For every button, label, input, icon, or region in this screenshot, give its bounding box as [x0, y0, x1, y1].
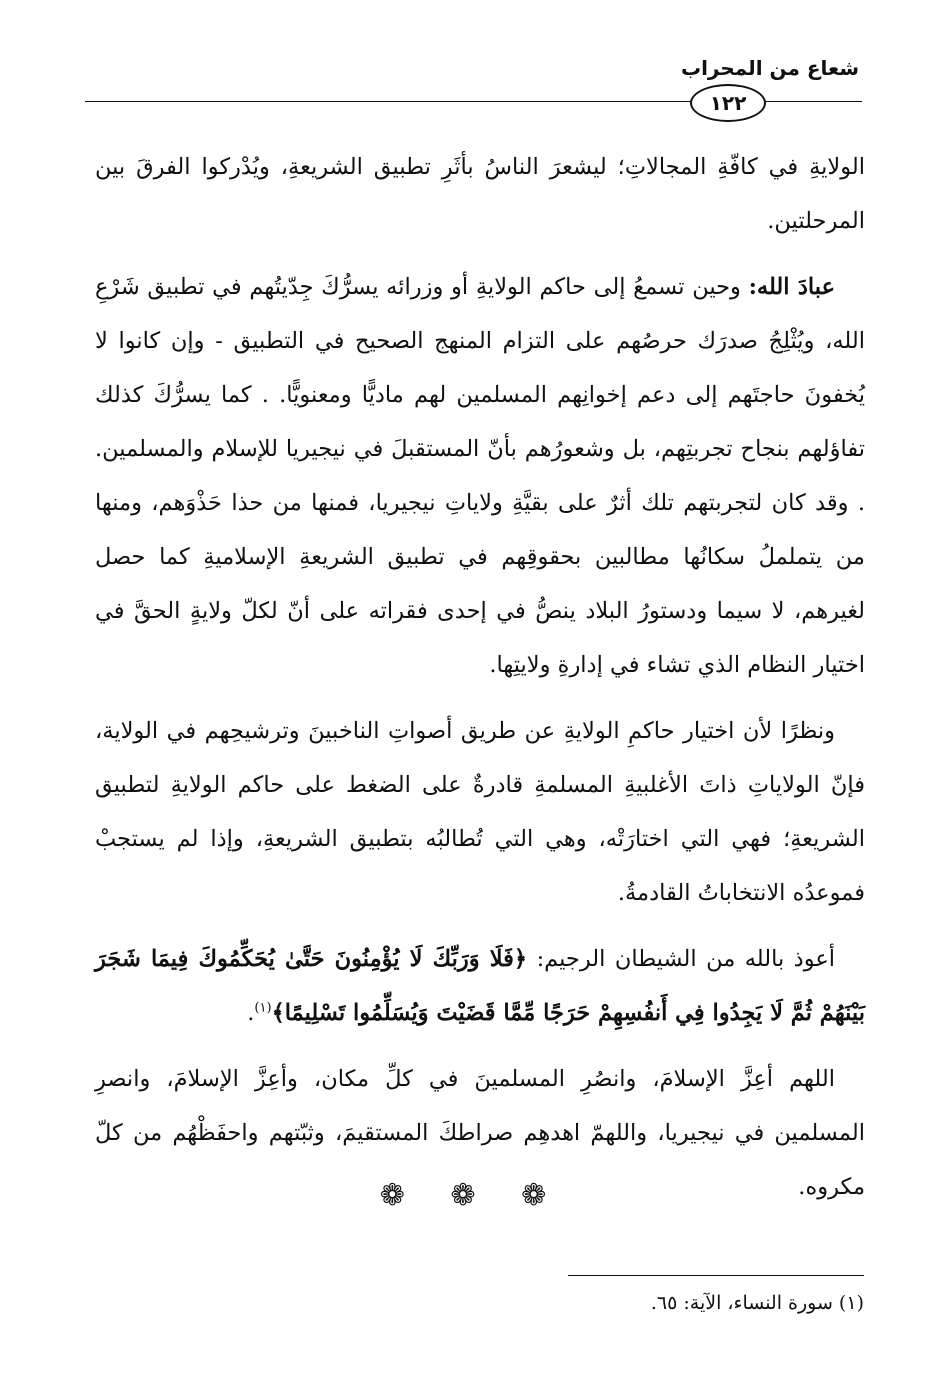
footnote-rule — [568, 1275, 864, 1276]
paragraph-continuation: الولايةِ في كافّةِ المجالاتِ؛ ليشعرَ الناسُ بأثَرِ تطبيق الشريعةِ، ويُدْركوا الفرقَ بين المرحلتين. — [95, 154, 865, 234]
body-text — [95, 140, 865, 1226]
paragraph-quran-citation — [95, 932, 865, 1040]
section-ornament: ❁ ❁ ❁ — [379, 1178, 565, 1213]
running-title: شعاع من المحراب — [680, 56, 859, 80]
paragraph-dua: اللهم أعِزَّ الإسلامَ، وانصُرِ المسلمينَ في كلِّ مكان، وأعِزَّ الإسلامَ، وانصرِ المسلمين في نيجيريا، واللهمّ اهدهِم صراطكَ المستقيمَ، وثبّتهم واحفَظْهُم من كلّ مكروه. — [95, 1066, 865, 1200]
page-number: ١٢٢ — [690, 84, 766, 122]
header-rule-left — [85, 101, 691, 102]
paragraph-ibad-allah — [95, 260, 865, 692]
paragraph-lead: عبادَ الله: — [748, 274, 835, 300]
footnote: (١) سورة النساء، الآية: ٦٥. — [650, 1292, 864, 1314]
footnote-reference: (١) — [254, 1000, 272, 1016]
paragraph-elections: ونظرًا لأن اختيار حاكمِ الولايةِ عن طريق أصواتِ الناخبينَ وترشيحِهم في الولاية، فإنّ الولاياتِ ذاتَ الأغلبيةِ المسلمةِ قادرةٌ على الضغط على حاكم الولايةِ لتطبيق الشريعةِ؛ فهي التي اختارَتْه، وهي التي تُطالبُه بتطبيق الشريعةِ، وإذا لم يستجبْ فموعدُه الانتخاباتُ القادمةُ. — [95, 718, 865, 906]
quran-verse: ﴿فَلَا وَرَبِّكَ لَا يُؤْمِنُونَ حَتَّىٰ يُحَكِّمُوكَ فِيمَا شَجَرَ بَيْنَهُمْ ثُمَّ لَا يَجِدُوا فِي أَنفُسِهِمْ حَرَجًا مِّمَّا قَضَيْتَ وَيُسَلِّمُوا تَسْلِيمًا﴾ — [95, 946, 865, 1026]
sentence-end: . — [247, 1000, 255, 1026]
header-rule-right — [760, 101, 862, 102]
istiadha-text: أعوذ بالله من الشيطان الرجيم: — [527, 946, 836, 972]
paragraph-text: وحين تسمعُ إلى حاكم الولايةِ أو وزرائه يسرُّكَ جِدّيتُهم في تطبيق شَرْعِ الله، ويُثْلِجُ صدرَك حرصُهم على التزام المنهج الصحيح في التطبيق - وإن كانوا لا يُخفونَ حاجتَهم إلى دعم إخوانِهم المسلمين لهم ماديًّا ومعنويًّا. . كما يسرُّكَ كذلك تفاؤلهم بنجاح تجربتِهم، بل وشعورُهم بأنّ المستقبلَ في نيجيريا للإسلام والمسلمين. . وقد كان لتجربتهم تلك أثرٌ على بقيَّةِ ولاياتِ نيجيريا، فمنها من حذا حَذْوَهم، ومنها من يتململُ سكانُها مطالبين بحقوقِهم في تطبيق الشريعةِ الإسلاميةِ كما حصل لغيرهم، لا سيما ودستورُ البلاد ينصُّ في إحدى فقراته على أنّ لكلّ ولايةٍ الحقَّ في اختيار النظام الذي تشاء في إدارةِ ولايتِها. — [95, 274, 865, 678]
